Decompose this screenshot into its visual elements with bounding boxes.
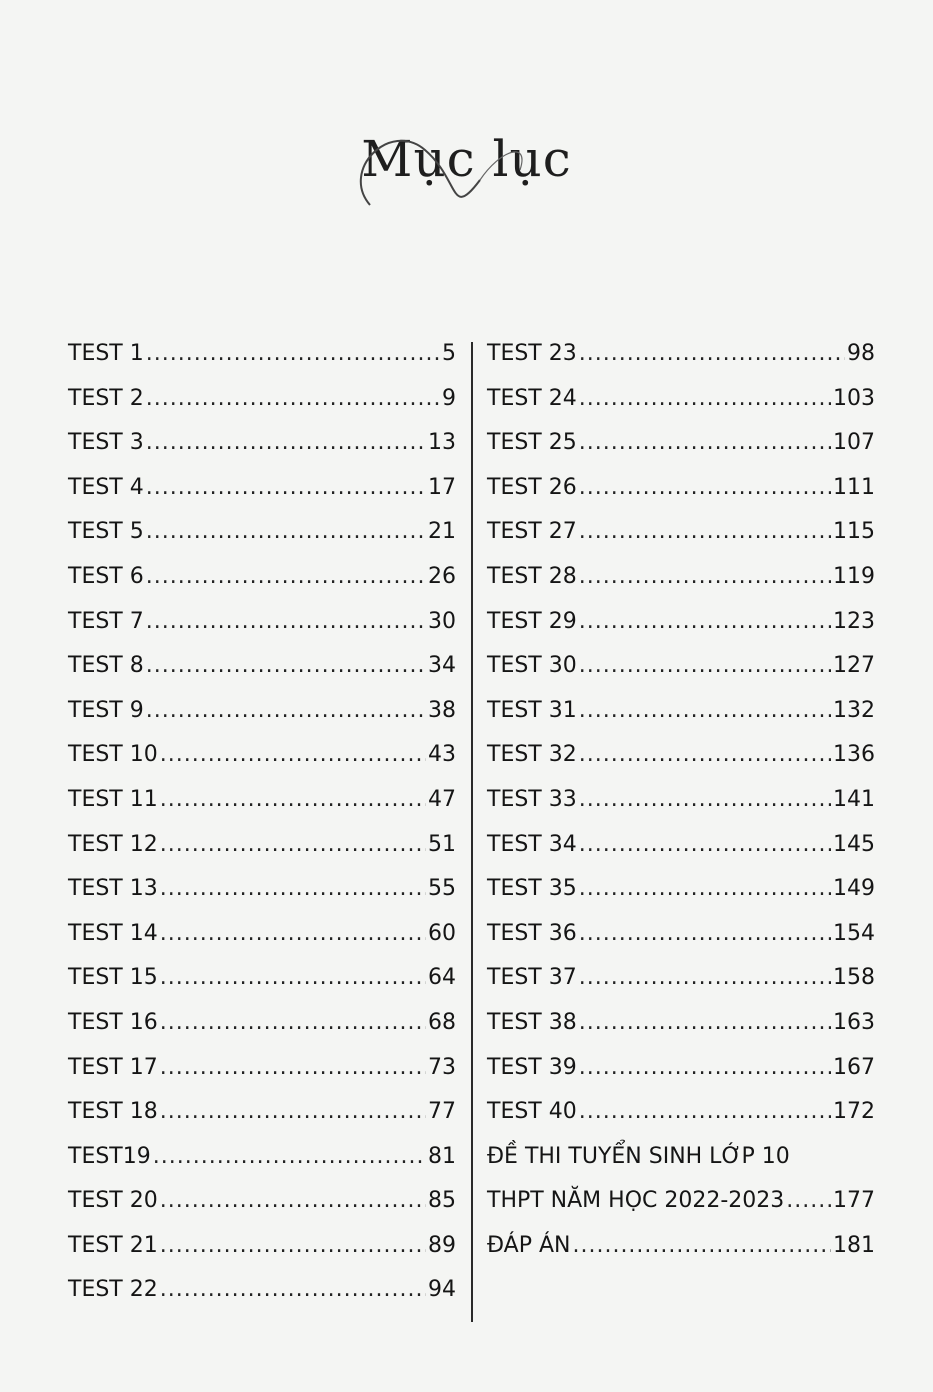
toc-entry[interactable] (68, 1046, 456, 1091)
toc-entry-label: TEST 3 (68, 430, 144, 456)
toc-leader-dots (160, 1179, 426, 1224)
toc-entry-page: 77 (428, 1099, 456, 1125)
toc-entry-page: 158 (833, 965, 875, 991)
toc-leader-dots (579, 510, 831, 555)
toc-leader-dots (579, 466, 831, 511)
toc-entry-label: TEST 30 (487, 653, 577, 679)
toc-leader-dots (146, 510, 426, 555)
toc-entry[interactable] (68, 1224, 456, 1269)
toc-entry-page: 103 (833, 385, 875, 411)
toc-leader-dots (160, 1001, 426, 1046)
toc-entry-label: TEST 4 (68, 474, 144, 500)
toc-entry[interactable] (68, 1268, 456, 1313)
toc-leader-dots (579, 1090, 831, 1135)
toc-entry[interactable] (487, 956, 875, 1001)
toc-entry-page: 163 (833, 1009, 875, 1035)
toc-leader-dots (579, 956, 831, 1001)
toc-right-column (487, 332, 875, 1268)
toc-entry[interactable] (68, 1001, 456, 1046)
toc-leader-dots (579, 332, 845, 377)
toc-leader-dots (153, 1135, 426, 1180)
toc-entry-label: TEST 15 (68, 965, 158, 991)
toc-entry-page: 9 (442, 385, 456, 411)
toc-entry-label: TEST 32 (487, 742, 577, 768)
toc-leader-dots (786, 1179, 831, 1224)
toc-entry-page: 132 (833, 697, 875, 723)
toc-entry-page: 89 (428, 1232, 456, 1258)
toc-leader-dots (160, 1046, 426, 1091)
toc-entry-label: TEST 20 (68, 1188, 158, 1214)
toc-entry-answers[interactable] (487, 1224, 875, 1269)
toc-leader-dots (579, 689, 831, 734)
toc-entry-label: TEST 2 (68, 385, 144, 411)
toc-entry-page: 73 (428, 1054, 456, 1080)
toc-entry-label: TEST 11 (68, 786, 158, 812)
toc-entry[interactable] (68, 421, 456, 466)
toc-entry-label: TEST 17 (68, 1054, 158, 1080)
toc-entry-label: TEST 21 (68, 1232, 158, 1258)
toc-entry-label: TEST 25 (487, 430, 577, 456)
toc-entry[interactable] (68, 956, 456, 1001)
toc-leader-dots (579, 600, 831, 645)
toc-entry-exam-line2: THPT NĂM HỌC 2022-2023 (487, 1188, 785, 1214)
toc-entry-label: TEST 28 (487, 563, 577, 589)
toc-leader-dots (579, 1001, 831, 1046)
toc-entry-label: TEST 27 (487, 519, 577, 545)
toc-leader-dots (579, 421, 831, 466)
toc-entry[interactable] (68, 778, 456, 823)
toc-entry-label: TEST 23 (487, 341, 577, 366)
toc-entry-label: TEST 38 (487, 1009, 577, 1035)
toc-entry[interactable] (487, 421, 875, 466)
toc-leader-dots (146, 689, 426, 734)
toc-entry-page: 5 (442, 341, 456, 366)
toc-leader-dots (579, 1046, 831, 1091)
toc-entry-page: 145 (833, 831, 875, 857)
toc-entry-page: 21 (428, 519, 456, 545)
toc-leader-dots (160, 733, 426, 778)
toc-left-column (68, 332, 456, 1313)
toc-entry-label: TEST 31 (487, 697, 577, 723)
toc-entry[interactable] (68, 912, 456, 957)
toc-entry[interactable] (68, 689, 456, 734)
toc-entry-page: 141 (833, 786, 875, 812)
toc-leader-dots (579, 823, 831, 868)
toc-leader-dots (146, 421, 426, 466)
toc-entry-label: TEST 24 (487, 385, 577, 411)
toc-entry-label: TEST 8 (68, 653, 144, 679)
toc-entry-page: 51 (428, 831, 456, 857)
toc-entry-page: 85 (428, 1188, 456, 1214)
toc-leader-dots (160, 778, 426, 823)
toc-entry[interactable] (68, 644, 456, 689)
toc-entry-label: TEST 6 (68, 563, 144, 589)
toc-entry-label: TEST 26 (487, 474, 577, 500)
toc-entry-page: 38 (428, 697, 456, 723)
toc-entry[interactable] (487, 823, 875, 868)
toc-entry-page: 30 (428, 608, 456, 634)
toc-leader-dots (146, 600, 426, 645)
toc-entry[interactable] (487, 332, 875, 377)
toc-entry[interactable] (487, 510, 875, 555)
toc-leader-dots (146, 377, 440, 422)
toc-leader-dots (579, 377, 831, 422)
toc-entry-label: TEST 40 (487, 1099, 577, 1125)
toc-entry-label: TEST 16 (68, 1009, 158, 1035)
toc-entry-page: 149 (833, 876, 875, 902)
toc-entry-page: 107 (833, 430, 875, 456)
toc-leader-dots (572, 1224, 831, 1269)
toc-entry-page: 26 (428, 563, 456, 589)
toc-entry-label: TEST 33 (487, 786, 577, 812)
toc-entry[interactable] (68, 600, 456, 645)
toc-entry-page: 115 (833, 519, 875, 545)
toc-entry-label: TEST 14 (68, 920, 158, 946)
toc-entry-page: 127 (833, 653, 875, 679)
toc-leader-dots (146, 466, 426, 511)
toc-entry[interactable] (68, 332, 456, 377)
toc-entry-label: TEST 13 (68, 876, 158, 902)
toc-leader-dots (160, 912, 426, 957)
toc-entry-label: TEST 34 (487, 831, 577, 857)
toc-leader-dots (146, 555, 426, 600)
toc-entry-label: TEST 29 (487, 608, 577, 634)
toc-entry-page: 17 (428, 474, 456, 500)
page-title-text: Mục lục (361, 130, 572, 188)
toc-entry-label: TEST 10 (68, 742, 158, 768)
page-title (0, 130, 933, 188)
toc-entry[interactable] (487, 466, 875, 511)
toc-entry-exam-line1: ĐỀ THI TUYỂN SINH LỚP 10 (487, 1143, 790, 1169)
toc-entry[interactable] (68, 733, 456, 778)
toc-entry-label: TEST 35 (487, 876, 577, 902)
toc-entry-page: 47 (428, 786, 456, 812)
toc-entry[interactable] (68, 1135, 456, 1180)
toc-entry[interactable] (487, 867, 875, 912)
toc-entry[interactable] (487, 912, 875, 957)
toc-entry-page: 94 (428, 1277, 456, 1303)
toc-leader-dots (579, 555, 831, 600)
toc-leader-dots (146, 332, 440, 377)
toc-leader-dots (160, 1268, 426, 1313)
toc-entry-answers-label: ĐÁP ÁN (487, 1232, 571, 1258)
toc-leader-dots (579, 778, 831, 823)
toc-leader-dots (160, 956, 426, 1001)
toc-entry[interactable] (487, 377, 875, 422)
toc-entry-page: 64 (428, 965, 456, 991)
toc-entry-page: 123 (833, 608, 875, 634)
toc-entry-page: 13 (428, 430, 456, 456)
toc-entry-label: TEST 5 (68, 519, 144, 545)
toc-leader-dots (160, 823, 426, 868)
toc-entry[interactable] (487, 1046, 875, 1091)
toc-entry-label: TEST 36 (487, 920, 577, 946)
toc-entry-page: 68 (428, 1009, 456, 1035)
toc-entry[interactable] (487, 555, 875, 600)
toc-entry[interactable] (68, 823, 456, 868)
toc-entry[interactable] (68, 867, 456, 912)
toc-entry-label: TEST 12 (68, 831, 158, 857)
toc-leader-dots (579, 867, 831, 912)
toc-entry-label: TEST 18 (68, 1099, 158, 1125)
toc-entry[interactable] (487, 689, 875, 734)
toc-entry-page: 43 (428, 742, 456, 768)
toc-entry-label: TEST 7 (68, 608, 144, 634)
toc-leader-dots (160, 867, 426, 912)
toc-leader-dots (160, 1224, 426, 1269)
toc-entry-page: 154 (833, 920, 875, 946)
toc-entry-label: TEST 22 (68, 1277, 158, 1303)
toc-entry-page: 136 (833, 742, 875, 768)
toc-entry-label: TEST 9 (68, 697, 144, 723)
toc-entry-label: TEST19 (68, 1143, 151, 1169)
toc-entry[interactable] (487, 1001, 875, 1046)
toc-entry-exam-page: 177 (833, 1188, 875, 1214)
toc-leader-dots (579, 733, 831, 778)
toc-entry-page: 60 (428, 920, 456, 946)
toc-leader-dots (579, 644, 831, 689)
toc-entry[interactable] (487, 600, 875, 645)
toc-entry-page: 98 (847, 341, 875, 366)
toc-entry[interactable] (68, 510, 456, 555)
toc-leader-dots (579, 912, 831, 957)
toc-entry[interactable] (487, 778, 875, 823)
toc-entry[interactable] (68, 555, 456, 600)
toc-entry-page: 119 (833, 563, 875, 589)
toc-entry[interactable] (487, 644, 875, 689)
toc-entry-page: 55 (428, 876, 456, 902)
toc-entry-exam-cont[interactable] (487, 1179, 875, 1224)
toc-entry[interactable] (68, 1179, 456, 1224)
toc-entry-exam[interactable] (487, 1135, 875, 1180)
toc-entry-answers-page: 181 (833, 1232, 875, 1258)
toc-entry[interactable] (68, 466, 456, 511)
toc-entry[interactable] (487, 733, 875, 778)
toc-entry-label: TEST 37 (487, 965, 577, 991)
toc-entry-label: TEST 39 (487, 1054, 577, 1080)
toc-entry-page: 81 (428, 1143, 456, 1169)
toc-entry-page: 167 (833, 1054, 875, 1080)
toc-entry[interactable] (68, 377, 456, 422)
toc-entry[interactable] (487, 1090, 875, 1135)
toc-entry[interactable] (68, 1090, 456, 1135)
toc-leader-dots (160, 1090, 426, 1135)
toc-entry-page: 172 (833, 1099, 875, 1125)
toc-entry-page: 34 (428, 653, 456, 679)
toc-entry-page: 111 (833, 474, 875, 500)
column-divider (471, 342, 473, 1322)
toc-leader-dots (146, 644, 426, 689)
toc-entry-label: TEST 1 (68, 341, 144, 366)
